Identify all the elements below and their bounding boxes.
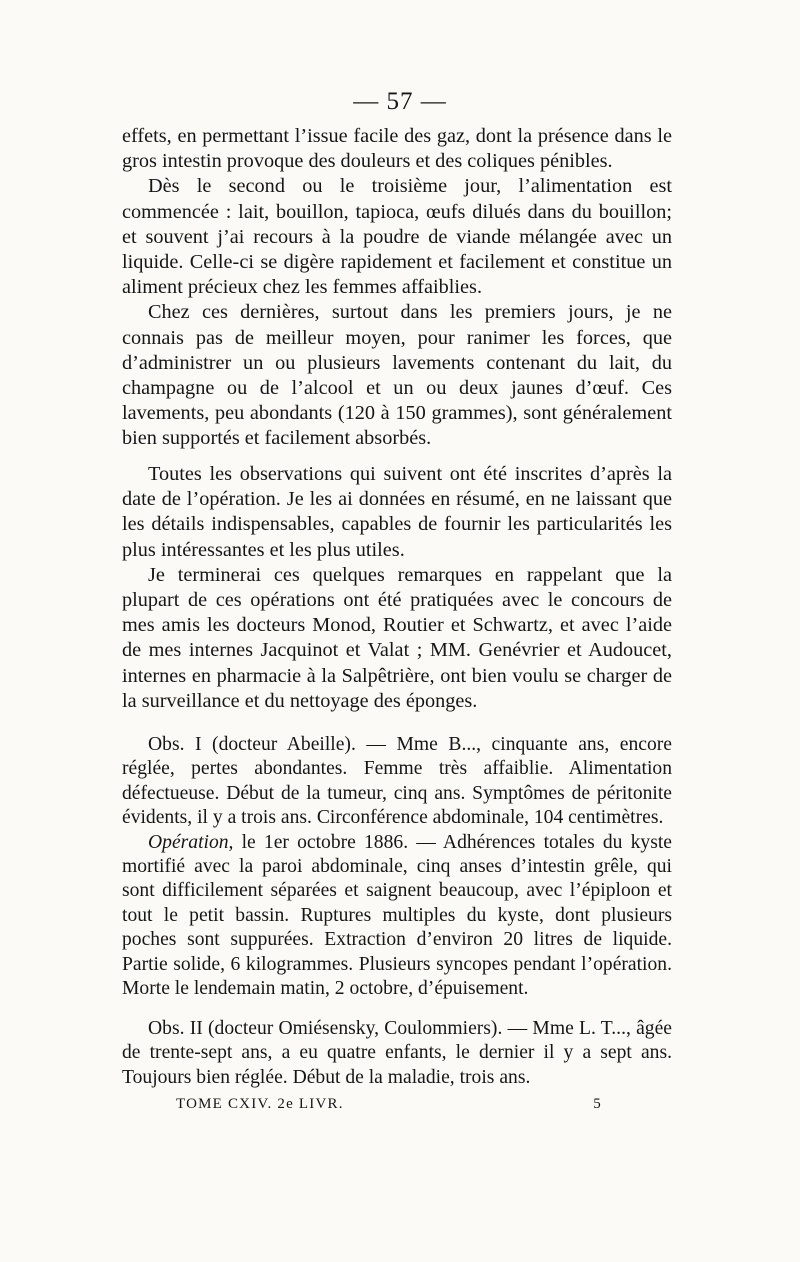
paragraph: Dès le second ou le troisième jour, l’alimentation est commencée : lait, bouillon, tapioca, œufs dilués dans du bouillon; et souvent j’ai recours à la poudre de viande mélangée avec un liquide. Celle-ci se digère rapidement et facilement et constitue un aliment précieux chez les femmes affaiblies.	[122, 175, 672, 299]
paragraph: Toutes les observations qui suivent ont été inscrites d’après la date de l’opération. Je les ai données en résumé, en ne laissant que les détails indispensables, capables de fournir les particularités les plus intéressantes et les plus utiles.	[122, 463, 672, 561]
signature-mark: TOME CXIV. 2e LIVR.	[176, 1096, 344, 1112]
section-observations-intro	[122, 462, 672, 714]
paragraph: Chez ces dernières, surtout dans les premiers jours, je ne connais pas de meilleur moyen, pour ranimer les forces, que d’administrer un ou plusieurs lavements contenant du lait, du champagne ou de l’alcool et un ou deux jaunes d’œuf. Ces lavements, peu abondants (120 à 150 grammes), sont généralement bien supportés et facilement absorbés.	[122, 301, 672, 450]
page-footer	[176, 1096, 602, 1113]
operation-text: le 1er octobre 1886. — Adhérences totales du kyste mortifié avec la paroi abdominale, cinq anses d’intestin grêle, qui sont difficilement séparées et saignent beaucoup, avec l’épiploon et tout le petit bassin. Ruptures multiples du kyste, dont plusieurs poches sont suppurées. Extraction d’environ 20 litres de liquide. Partie solide, 6 kilogrammes. Plusieurs syncopes pendant l’opération. Morte le lendemain matin, 2 octobre, d’épuisement.	[122, 831, 672, 1000]
observation-operation	[122, 831, 672, 1002]
observation-1	[122, 733, 672, 1001]
page-number: — 57 —	[353, 88, 447, 115]
signature-number: 5	[593, 1096, 602, 1112]
section-postoperative-care	[122, 124, 672, 452]
paragraph: effets, en permettant l’issue facile des gaz, dont la présence dans le gros intestin provoque des douleurs et des coliques pénibles.	[122, 125, 672, 173]
observation-intro: Obs. I (docteur Abeille). — Mme B..., cinquante ans, encore réglée, pertes abondantes. Femme très affaiblie. Alimentation défectueuse. Début de la tumeur, cinq ans. Symptômes de péritonite évidents, il y a trois ans. Circonférence abdominale, 104 centimètres.	[122, 734, 672, 829]
observation-2	[122, 1017, 672, 1090]
operation-label: Opération,	[148, 831, 234, 853]
paragraph: Je terminerai ces quelques remarques en rappelant que la plupart de ces opérations ont été pratiquées avec le concours de mes amis les docteurs Monod, Routier et Schwartz, et avec l’aide de mes internes Jacquinot et Valat ; MM. Genévrier et Audoucet, internes en pharmacie à la Salpêtrière, ont bien voulu se charger de la surveillance et du nettoyage des éponges.	[122, 563, 672, 712]
observation-intro: Obs. II (docteur Omiésensky, Coulommiers). — Mme L. T..., âgée de trente-sept ans, a eu quatre enfants, le dernier il y a sept ans. Toujours bien réglée. Début de la maladie, trois ans.	[122, 1018, 672, 1088]
